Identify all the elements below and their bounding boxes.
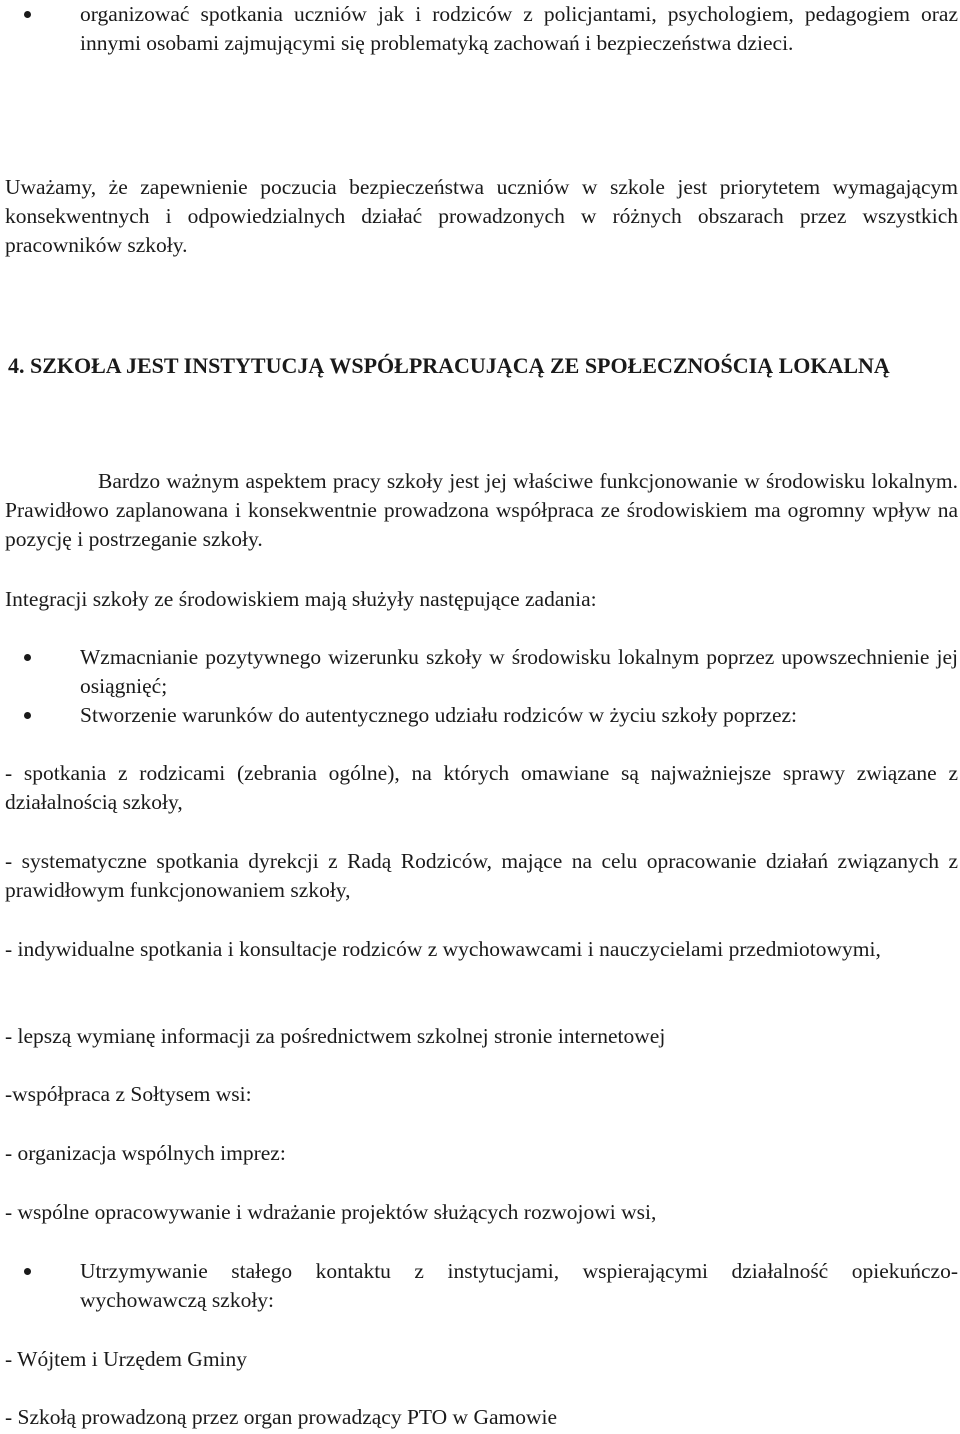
paragraph-safety: Uważamy, że zapewnienie poczucia bezpieczeństwa uczniów w szkole jest priorytetem wymagającym konsekwentnych i odpowiedzialnych działać prowadzonych w różnych obszarach przez wszystkich pracowników szkoły.	[5, 175, 958, 257]
bullet-text: Utrzymywanie stałego kontaktu z instytucjami, wspierającymi działalność opiekuńczo- wychowawczą szkoły:	[80, 1259, 958, 1312]
dash-list-item: - Szkołą prowadzoną przez organ prowadzący PTO w Gamowie	[5, 1405, 558, 1429]
bullet-text: organizować spotkania uczniów jak i rodziców z policjantami, psychologiem, pedagogiem oraz innymi osobami zajmującymi się problematyką zachowań i bezpieczeństwa dzieci.	[80, 2, 958, 55]
dash-list-item: - lepszą wymianę informacji za pośrednictwem szkolnej stronie internetowej	[5, 1024, 666, 1048]
dash-list-item: - organizacja wspólnych imprez:	[5, 1141, 286, 1165]
dash-list-item: - Wójtem i Urzędem Gminy	[5, 1347, 248, 1371]
dash-list-item: -współpraca z Sołtysem wsi:	[5, 1082, 252, 1106]
bullet-icon	[24, 654, 31, 661]
paragraph-intro: Bardzo ważnym aspektem pracy szkoły jest jej właściwe funkcjonowanie w środowisku lokalnym. Prawidłowo zaplanowana i konsekwentnie prowadzona współpraca ze środowiskiem ma ogromny wpływ na pozycję i postrzeganie szkoły.	[5, 469, 958, 551]
tasks-intro: Integracji szkoły ze środowiskiem mają służyły następujące zadania:	[5, 587, 597, 611]
bullet-icon	[24, 1268, 31, 1275]
dash-list-item: - spotkania z rodzicami (zebrania ogólne), na których omawiane są najważniejsze sprawy związane z działalnością szkoły,	[5, 761, 958, 814]
dash-list-item: - indywidualne spotkania i konsultacje rodziców z wychowawcami i nauczycielami przedmiotowymi,	[5, 937, 881, 961]
bullet-text: Stworzenie warunków do autentycznego udziału rodziców w życiu szkoły poprzez:	[80, 703, 798, 727]
dash-list-item: - wspólne opracowywanie i wdrażanie projektów służących rozwojowi wsi,	[5, 1200, 657, 1224]
section-heading: 4. SZKOŁA JEST INSTYTUCJĄ WSPÓŁPRACUJĄCĄ ZE SPOŁECZNOŚCIĄ LOKALNĄ	[8, 353, 890, 378]
bullet-icon	[24, 712, 31, 719]
bullet-text: Wzmacnianie pozytywnego wizerunku szkoły w środowisku lokalnym poprzez upowszechnienie jej osiągnięć;	[80, 645, 958, 698]
dash-list-item: - systematyczne spotkania dyrekcji z Radą Rodziców, mające na celu opracowanie działań związanych z prawidłowym funkcjonowaniem szkoły,	[5, 849, 958, 902]
bullet-icon	[24, 11, 31, 18]
